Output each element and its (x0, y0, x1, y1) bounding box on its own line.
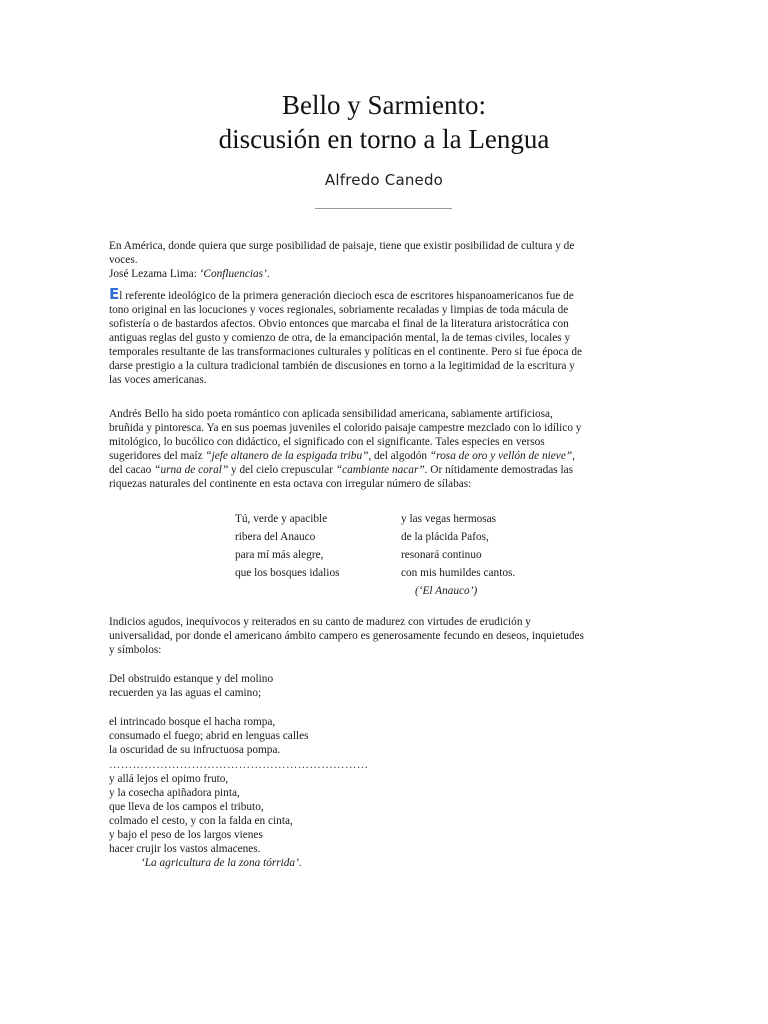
poem-source-title: ‘La agricultura de la zona tórrida’ (141, 857, 299, 869)
indicios-line: y símbolos: (109, 644, 162, 656)
quote-algodon: “rosa de oro y vellón de nieve” (429, 450, 573, 462)
verse-line: el intrincado bosque el hacha rompa, (109, 716, 276, 728)
author-name: Alfredo Canedo (324, 171, 444, 189)
poem-stanza-3 (109, 772, 669, 870)
intro-line (109, 285, 669, 303)
bello-line: mitológico, lo bucólico con didáctico, el significado con el significante. Tales especies en versos (109, 436, 545, 448)
title-divider (315, 208, 452, 209)
poem-source-period: . (298, 857, 302, 869)
title-line-2: discusión en torno a la Lengua (218, 124, 550, 154)
bello-text: sugeridores del maíz (109, 450, 206, 462)
verse-line: con mis humildes cantos. (401, 567, 516, 579)
intro-line: darse prestigio a la cultura tradicional también de discusiones en torno a la legitimidad de la escritura y (109, 360, 575, 372)
poem-source (401, 582, 515, 600)
ellipsis-separator: ………………………………………………………… (109, 759, 369, 771)
indicios-line: Indicios agudos, inequívocos y reiterados en su canto de madurez con virtudes de erudición y (109, 616, 531, 628)
indicios-paragraph (109, 615, 669, 657)
poem-source-title: (‘El Anauco’) (415, 585, 478, 597)
epigraph-line: voces. (109, 254, 138, 266)
verse-line: y las vegas hermosas (401, 513, 497, 525)
intro-line-text: l referente ideológico de la primera generación diecioch esca de escritores hispanoamericanos fue de (119, 290, 574, 302)
bello-line: Andrés Bello ha sido poeta romántico con aplicada sensibilidad americana, sabiamente artificiosa, (109, 408, 553, 420)
verse-line: hacer crujir los vastos almacenes. (109, 843, 261, 855)
intro-line: las voces americanas. (109, 374, 207, 386)
bello-line (109, 449, 669, 463)
verse-line: y allá lejos el opimo fruto, (109, 773, 229, 785)
verse-line: colmado el cesto, y con la falda en cinta, (109, 815, 293, 827)
bello-line (109, 463, 669, 477)
verse-line: para mí más alegre, (235, 549, 324, 561)
verse-line: Del obstruido estanque y del molino (109, 673, 274, 685)
bello-text: del cacao (109, 464, 155, 476)
page-title (0, 88, 768, 156)
quote-maiz: “jefe altanero de la espigada tribu” (205, 450, 369, 462)
title-line-1: Bello y Sarmiento: (282, 90, 486, 120)
poem-anauco-left-column (235, 510, 340, 582)
verse-line: la oscuridad de su infructuosa pompa. (109, 744, 281, 756)
poem-anauco-right-column (401, 510, 515, 600)
epigraph (109, 239, 669, 281)
epigraph-attribution (109, 267, 669, 281)
indicios-line: universalidad, por donde el americano ámbito campero es generosamente fecundo en deseos, inquietudes (109, 630, 584, 642)
verse-line: y la cosecha apiñadora pinta, (109, 787, 240, 799)
intro-line: tono original en las locuciones y voces regionales, sobriamente recaladas y limpias de toda mácula de (109, 304, 569, 316)
bello-text: , del algodón (368, 450, 430, 462)
verse-line: recuerden ya las aguas el camino; (109, 687, 262, 699)
quote-cielo: “cambiante nacar” (335, 464, 425, 476)
bello-text: y del cielo crepuscular (228, 464, 336, 476)
poem-stanza-1 (109, 672, 669, 700)
verse-line: que los bosques idalios (235, 567, 340, 579)
poem-stanza-2 (109, 715, 669, 757)
bello-paragraph (109, 407, 669, 491)
intro-paragraph (109, 285, 669, 387)
intro-line: sofistería o de bastardos afectos. Obvio entonces que marcaba el final de la literatura aristocrática con (109, 318, 569, 330)
epigraph-work: ‘Confluencias’ (199, 268, 267, 280)
verse-line: consumado el fuego; abrid en lenguas calles (109, 730, 309, 742)
quote-cacao: “urna de coral” (154, 464, 229, 476)
verse-line: Tú, verde y apacible (235, 513, 328, 525)
epigraph-line: En América, donde quiera que surge posibilidad de paisaje, tiene que existir posibilidad de cultura y de (109, 240, 575, 252)
bello-line: riquezas naturales del continente en esta octava con irregular número de sílabas: (109, 478, 472, 490)
verse-line: que lleva de los campos el tributo, (109, 801, 264, 813)
verse-line: resonará continuo (401, 549, 482, 561)
epigraph-period: . (266, 268, 270, 280)
intro-line: temporales resultante de las transformaciones culturales y políticas en el continente. Pero si fue época de (109, 346, 583, 358)
verse-line: de la plácida Pafos, (401, 531, 489, 543)
bello-text: , (572, 450, 575, 462)
bello-text: . Or nítidamente demostradas las (424, 464, 574, 476)
drop-cap: E (109, 285, 120, 303)
poem-source (109, 856, 669, 870)
epigraph-author: José Lezama Lima: (109, 268, 200, 280)
bello-line: bruñida y pintoresca. Ya en sus poemas juveniles el colorido paisaje campestre mezclado con lo idílico y (109, 422, 582, 434)
verse-line: y bajo el peso de los largos vienes (109, 829, 263, 841)
verse-line: ribera del Anauco (235, 531, 316, 543)
intro-line: antiguas reglas del gusto y comienzo de otra, de la emancipación mental, la de temas civiles, locales y (109, 332, 571, 344)
